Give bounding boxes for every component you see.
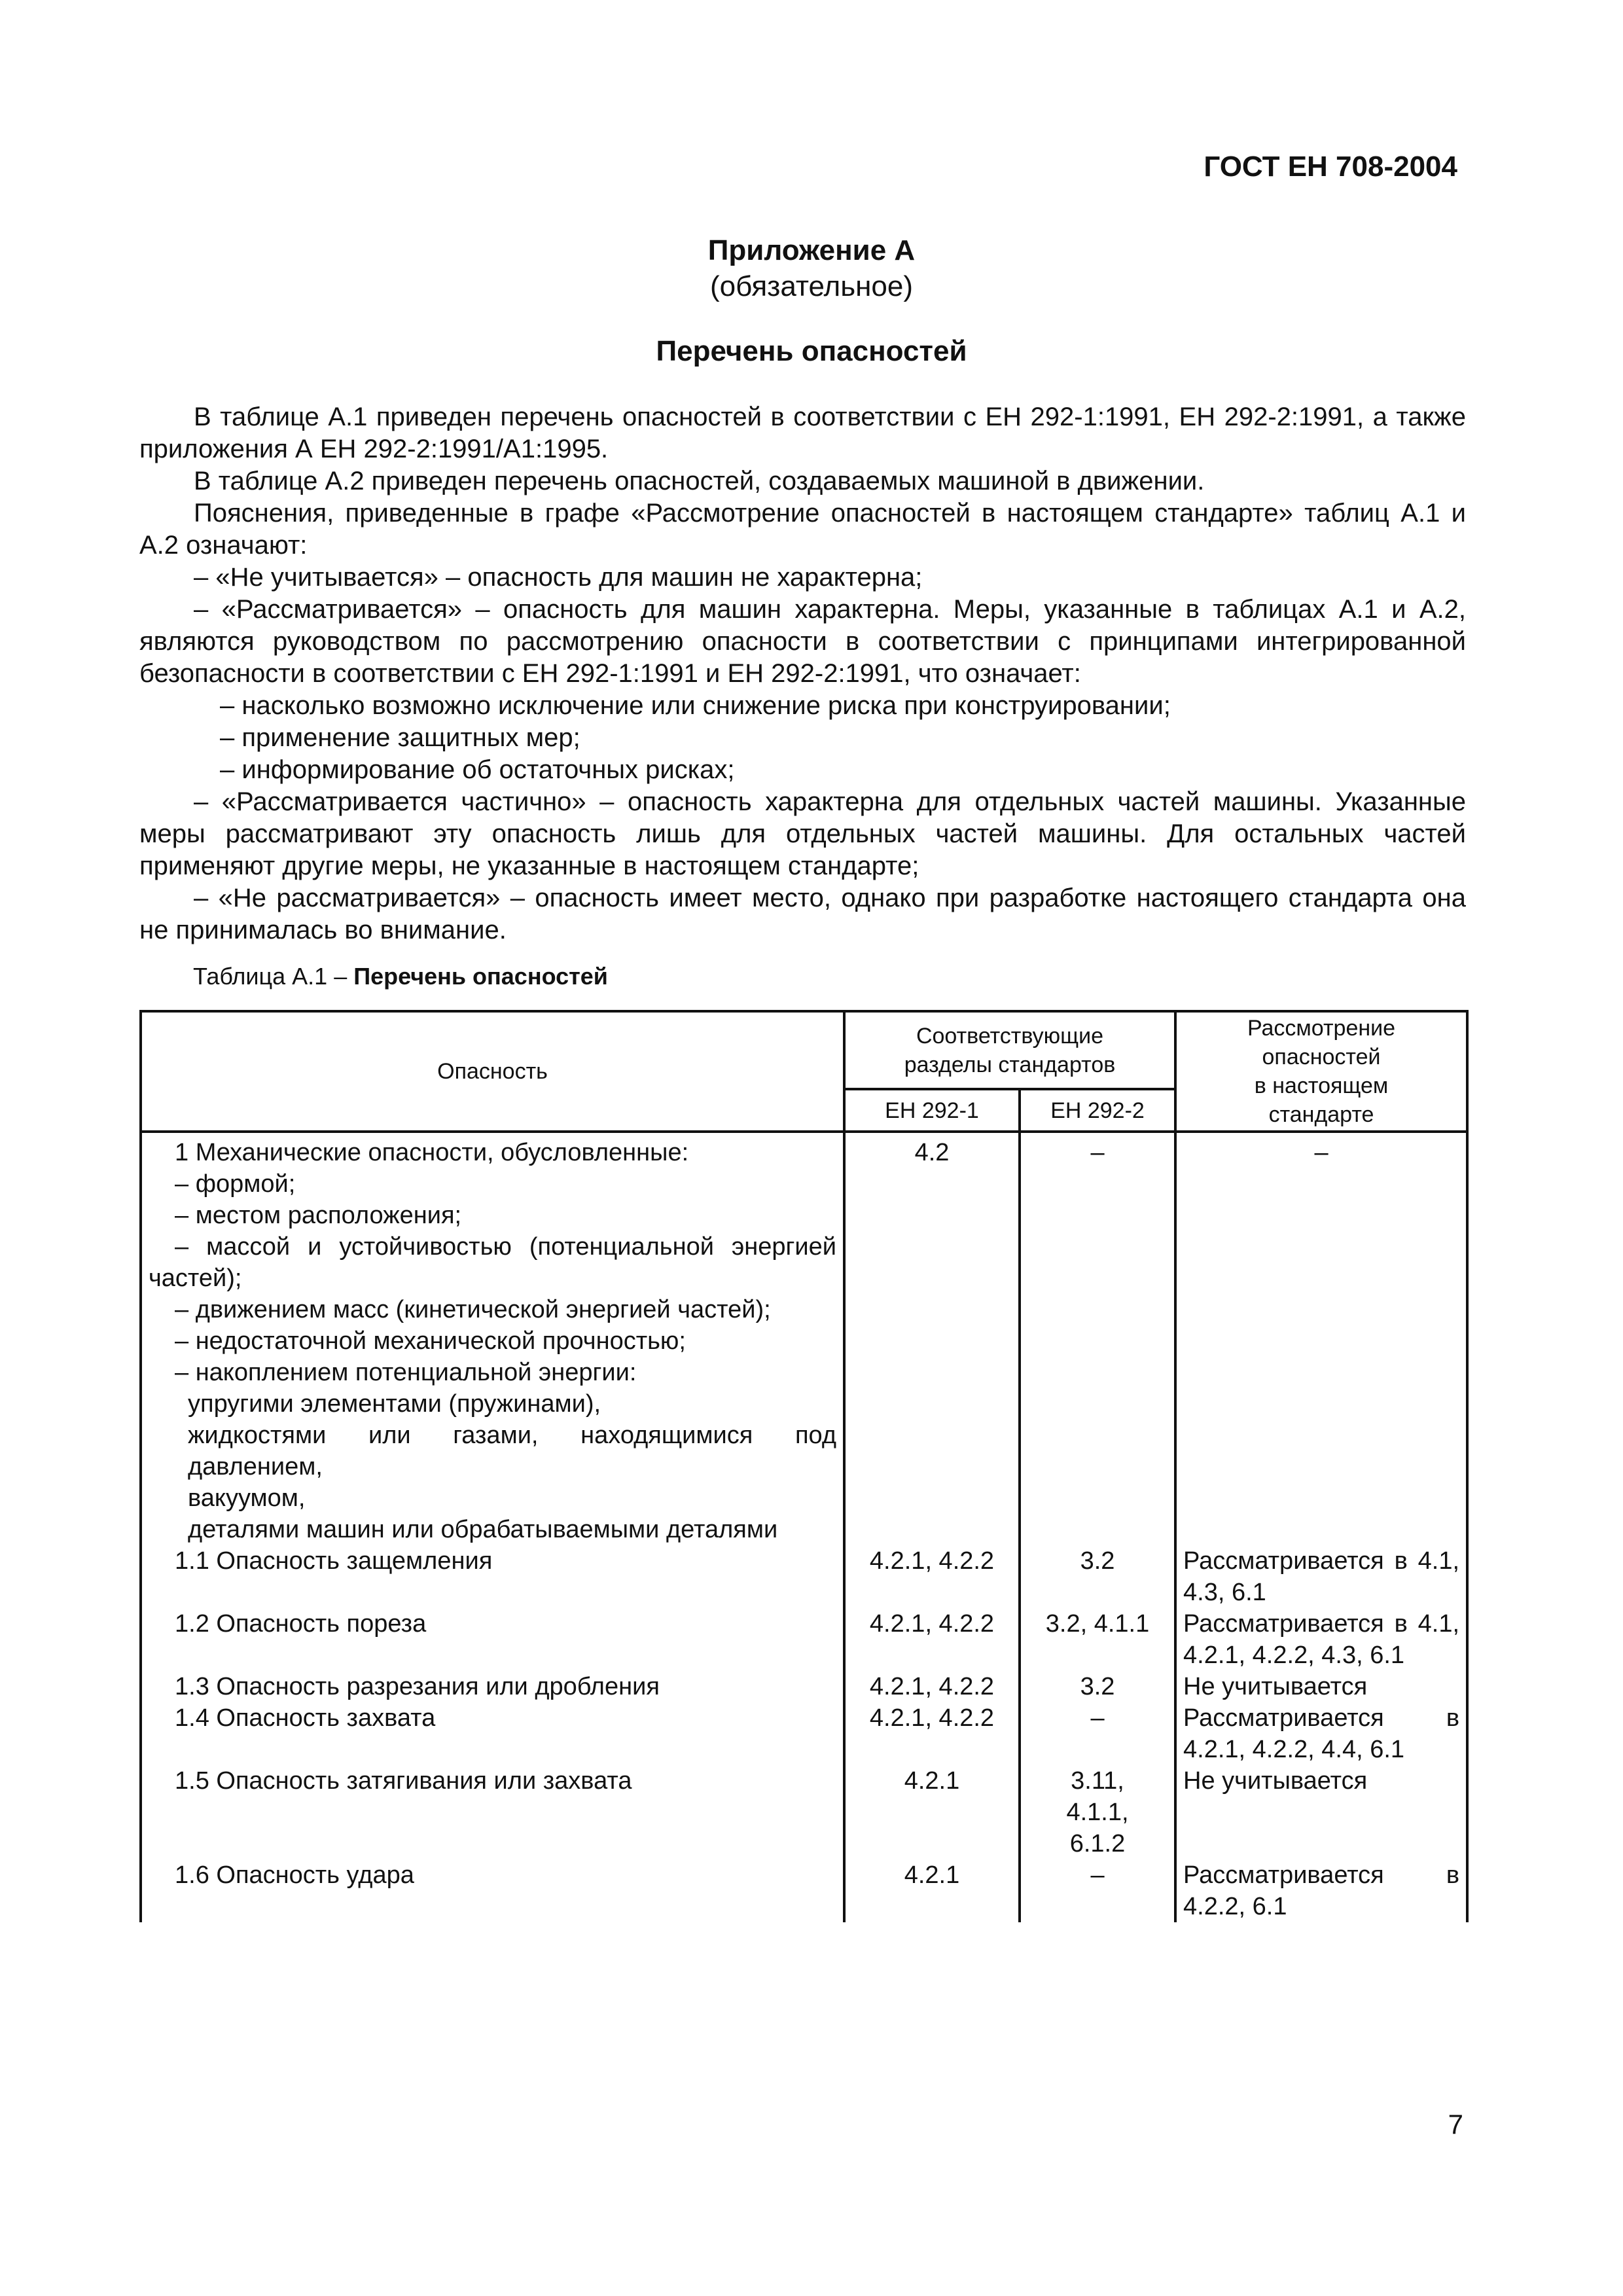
hazard-cell: 1.2 Опасность пореза — [141, 1608, 844, 1671]
group-title: 1 Механические опасности, обусловленные: — [175, 1139, 689, 1166]
paragraph: – «Не учитывается» – опасность для машин не характерна; — [194, 563, 923, 592]
header-consideration: Рассмотрение опасностей в настоящем стандарте — [1175, 1011, 1467, 1132]
en2-cell: 3.11, 4.1.1, 6.1.2 — [1020, 1765, 1175, 1859]
paragraph: Пояснения, приведенные в графе «Рассмотрение опасностей в настоящем стандарте» таблиц А.1 и А.2 означают: — [139, 499, 1466, 560]
en1-cell: 4.2.1 — [844, 1765, 1020, 1859]
en1-cell: 4.2 — [844, 1132, 1020, 1545]
table-caption-prefix: Таблица А.1 – — [193, 963, 348, 990]
en2-cell: 3.2, 4.1.1 — [1020, 1608, 1175, 1671]
en2-cell: 3.2 — [1020, 1671, 1175, 1702]
hazard-cell: 1.4 Опасность захвата — [141, 1702, 844, 1765]
table-caption — [193, 963, 608, 990]
hazard-cell: 1.3 Опасность разрезания или дробления — [141, 1671, 844, 1702]
document-code: ГОСТ ЕН 708-2004 — [1204, 151, 1457, 183]
appendix-heading — [0, 232, 1623, 304]
consideration-cell: Не учитывается — [1175, 1765, 1467, 1859]
group-item: – недостаточной механической прочностью; — [175, 1327, 686, 1355]
paragraph: – «Не рассматривается» – опасность имеет место, однако при разработке настоящего стандарта она не принималась во внимание. — [139, 884, 1466, 944]
paragraph: В таблице А.2 приведен перечень опасностей, создаваемых машиной в движении. — [194, 467, 1205, 495]
header-hazard: Опасность — [141, 1011, 844, 1132]
table-row — [141, 1545, 1467, 1608]
section-title: Перечень опасностей — [656, 335, 967, 367]
en1-cell: 4.2.1, 4.2.2 — [844, 1671, 1020, 1702]
consideration-cell: Рассматривается в 4.1, 4.3, 6.1 — [1175, 1545, 1467, 1608]
list-item: – насколько возможно исключение или снижение риска при конструировании; — [220, 691, 1171, 720]
table-row — [141, 1671, 1467, 1702]
appendix-subtitle: (обязательное) — [709, 270, 914, 302]
page-number: 7 — [1448, 2109, 1463, 2140]
table-row — [141, 1132, 1467, 1545]
group-subitem: жидкостями или газами, находящимися под давлением, — [188, 1422, 836, 1480]
table-row — [141, 1608, 1467, 1671]
hazard-cell: 1.6 Опасность удара — [141, 1859, 844, 1922]
group-subitem: упругими элементами (пружинами), — [188, 1390, 601, 1418]
table-caption-title: Перечень опасностей — [353, 963, 608, 990]
en2-cell: – — [1020, 1859, 1175, 1922]
header-en-292-1: ЕН 292-1 — [844, 1089, 1020, 1132]
consideration-cell: – — [1175, 1132, 1467, 1545]
list-item: – информирование об остаточных рисках; — [220, 755, 735, 784]
consideration-cell: Рассматривается в 4.2.1, 4.2.2, 4.4, 6.1 — [1175, 1702, 1467, 1765]
table-row — [141, 1765, 1467, 1859]
en1-cell: 4.2.1, 4.2.2 — [844, 1545, 1020, 1608]
hazards-table — [139, 1010, 1469, 1922]
group-item: – массой и устойчивостью (потенциальной энергией частей); — [149, 1233, 836, 1292]
group-item: – местом расположения; — [175, 1202, 462, 1229]
group-subitem: вакуумом, — [188, 1484, 306, 1512]
hazard-cell — [141, 1132, 844, 1545]
paragraph: – «Рассматривается» – опасность для машин характерна. Меры, указанные в таблицах А.1 и А.2, являются руководством по рассмотрению опасности в соответствии с принципами интегрированной безопасности в соответствии с ЕН 292-1:1991 и ЕН 292-2:1991, что означает: — [139, 595, 1466, 688]
hazard-cell: 1.1 Опасность защемления — [141, 1545, 844, 1608]
consideration-cell: Не учитывается — [1175, 1671, 1467, 1702]
header-sections: Соответствующие разделы стандартов — [844, 1011, 1175, 1089]
group-item: – накоплением потенциальной энергии: — [175, 1359, 637, 1386]
en2-cell: – — [1020, 1132, 1175, 1545]
table-row — [141, 1702, 1467, 1765]
group-subitem: деталями машин или обрабатываемыми деталями — [188, 1516, 778, 1543]
en1-cell: 4.2.1, 4.2.2 — [844, 1608, 1020, 1671]
group-item: – движением масс (кинетической энергией частей); — [175, 1296, 771, 1323]
consideration-cell: Рассматривается в 4.1, 4.2.1, 4.2.2, 4.3, 6.1 — [1175, 1608, 1467, 1671]
list-item: – применение защитных мер; — [220, 723, 580, 752]
en2-cell: – — [1020, 1702, 1175, 1765]
en1-cell: 4.2.1 — [844, 1859, 1020, 1922]
consideration-cell: Рассматривается в 4.2.2, 6.1 — [1175, 1859, 1467, 1922]
paragraph: В таблице А.1 приведен перечень опасностей в соответствии с ЕН 292-1:1991, ЕН 292-2:1991, а также приложения А ЕН 292-2:1991/А1:1995. — [139, 403, 1466, 463]
group-item: – формой; — [175, 1170, 296, 1198]
en1-cell: 4.2.1, 4.2.2 — [844, 1702, 1020, 1765]
table-row — [141, 1859, 1467, 1922]
appendix-title: Приложение А — [707, 234, 916, 266]
en2-cell: 3.2 — [1020, 1545, 1175, 1608]
hazard-cell: 1.5 Опасность затягивания или захвата — [141, 1765, 844, 1859]
paragraph: – «Рассматривается частично» – опасность характерна для отдельных частей машины. Указанные меры рассматривают эту опасность лишь для отдельных частей машины. Для остальных частей применяют другие меры, не указанные в настоящем стандарте; — [139, 787, 1466, 880]
header-en-292-2: ЕН 292-2 — [1020, 1089, 1175, 1132]
intro-text — [139, 401, 1466, 946]
